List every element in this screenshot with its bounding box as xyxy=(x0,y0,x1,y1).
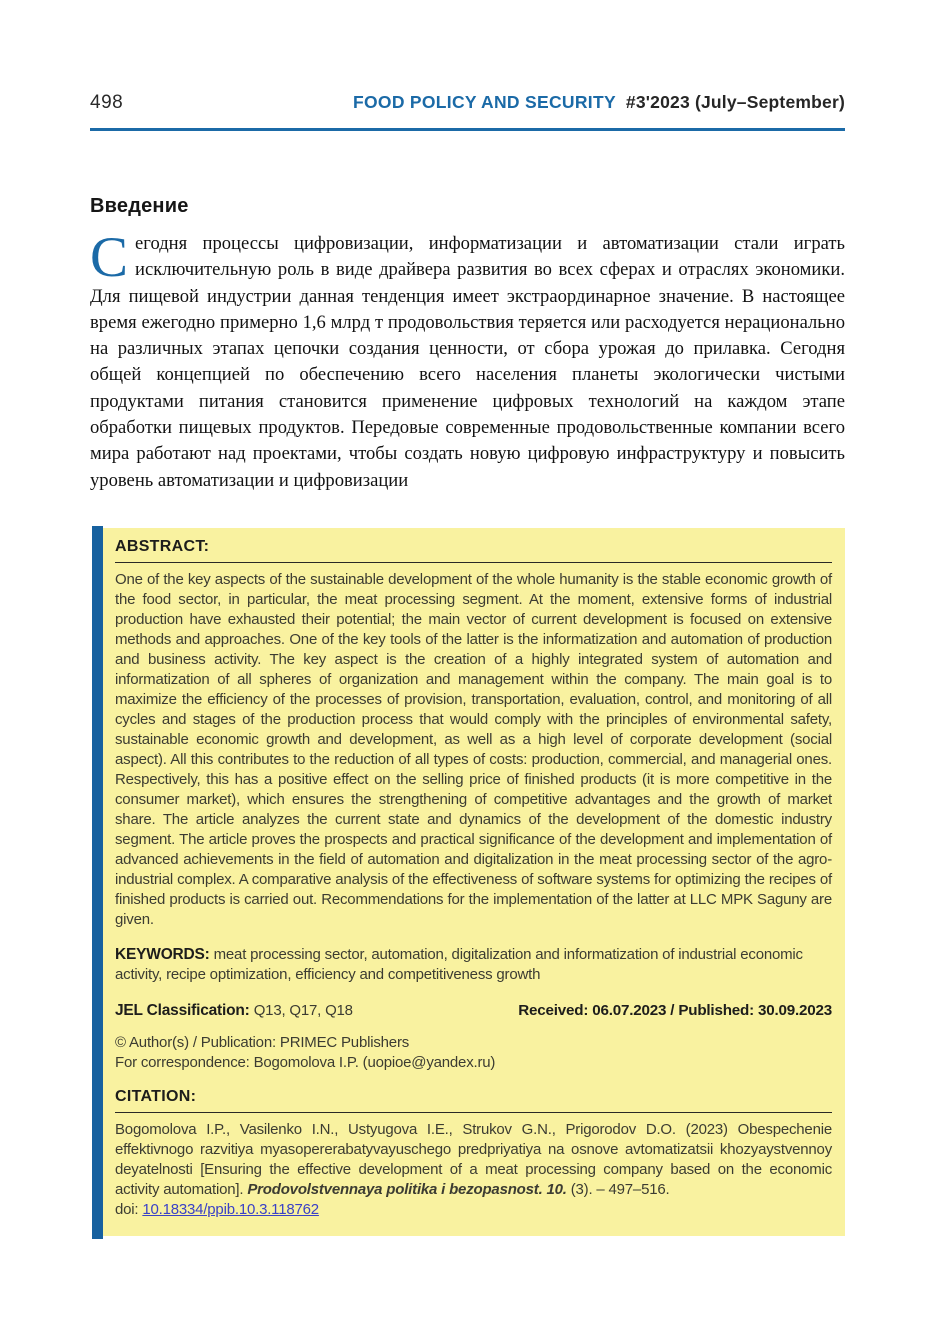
citation-pages: (3). – 497–516. xyxy=(566,1181,670,1198)
intro-paragraph xyxy=(90,226,845,494)
citation-journal-name: Prodovolstvennaya politika i bezopasnost. 10. xyxy=(247,1181,567,1198)
section-heading-introduction: Введение xyxy=(90,195,189,217)
jel-row xyxy=(115,1002,832,1020)
correspondence-line: For correspondence: Bogomolova I.P. (uopioe@yandex.ru) xyxy=(115,1054,496,1071)
received-published: Received: 06.07.2023 / Published: 30.09.2023 xyxy=(518,1002,832,1019)
running-head xyxy=(90,92,845,114)
citation-label: CITATION: xyxy=(115,1088,832,1113)
abstract-box xyxy=(92,528,845,1236)
keywords-text: meat processing sector, automation, digitalization and informatization of industrial economic activity, recipe optimization, efficiency and competitiveness growth xyxy=(115,946,803,983)
doi-link[interactable]: 10.18334/ppib.10.3.118762 xyxy=(142,1201,319,1218)
publication-lines xyxy=(115,1033,832,1073)
journal-title: FOOD POLICY AND SECURITY xyxy=(353,92,616,112)
abstract-label: ABSTRACT: xyxy=(115,538,832,563)
citation-section xyxy=(115,1088,832,1220)
citation-authors-title: Bogomolova I.P., Vasilenko I.N., Ustyugova I.E., Strukov G.N., Prigorodov D.O. (2023) Obespechenie effektivnogo razvitiya myasopererabatyvayuschego predpriyatiya na osnove avtomatizatsii khozyaystvennoy deyatelnosti [Ensuring the effective development of a meat processing company based on the economic activity automation]. xyxy=(115,1121,832,1198)
doi-label: doi: xyxy=(115,1201,143,1218)
jel-label: JEL Classification: xyxy=(115,1002,254,1019)
jel-values: Q13, Q17, Q18 xyxy=(253,1002,353,1019)
header-rule xyxy=(90,128,845,131)
keywords-paragraph xyxy=(115,945,832,985)
citation-text xyxy=(115,1120,832,1220)
page-number: 498 xyxy=(90,92,124,113)
issue-info: #3'2023 (July–September) xyxy=(625,92,845,112)
running-head-right xyxy=(353,92,845,113)
intro-paragraph-text: егодня процессы цифровизации, информатизации и автоматизации стали играть исключительную роль в виде драйвера развития во всех сферах и отраслях экономики. Для пищевой индустрии данная тенденция имеет экстраординарное значение. В настоящее время ежегодно примерно 1,6 млрд т продовольствия теряется или расходуется нерационально на различных этапах цепочки создания ценности, от сбора урожая до прилавка. Сегодня общей концепцией по обеспечению всего населения планеты экологически чистыми продуктами питания становится применение цифровых технологий на каждом этапе обработки пищевых продуктов. Передовые современные продовольственные компании всего мира работают над проектами, чтобы создать новую цифровую инфраструктуру и повысить уровень автоматизации и цифровизации xyxy=(90,233,845,491)
keywords-label: KEYWORDS: xyxy=(115,946,210,963)
abstract-text: One of the key aspects of the sustainable development of the whole humanity is the stable economic growth of the food sector, in particular, the meat processing segment. At the moment, extensive forms of industrial production have exhausted their potential; the main vector of current development is focused on extensive methods and approaches. One of the key tools of the latter is the informatization and automation of production and business activity. The key aspect is the creation of a highly integrated system of automation and informatization of all spheres of organization and management within the company. The main goal is to maximize the efficiency of the processes of provision, transportation, evaluation, control, and monitoring of all cycles and stages of the production process that would comply with the principles of environmental safety, sustainable economic growth and development, as well as a high level of corporate development (social aspect). All this contributes to the reduction of all types of costs: production, commercial, and managerial ones. Respectively, this has a positive effect on the selling price of finished products (it is more competitive in the consumer market), which ensures the strengthening of competitive advantages and the growth of market share. The article analyzes the current state and dynamics of the development of the domestic industry segment. The article proves the prospects and practical significance of the development and implementation of advanced achievements in the field of automation and digitalization in the meat processing sector of the agro-industrial complex. A comparative analysis of the effectiveness of software systems for optimizing the recipes of finished products is carried out. Recommendations for the implementation of the latter at LLC MPK Saguny are given. xyxy=(115,571,832,928)
drop-cap: С xyxy=(90,226,129,289)
abstract-box-body xyxy=(103,528,845,1236)
abstract-box-accent-bar xyxy=(92,526,103,1239)
copyright-line: © Author(s) / Publication: PRIMEC Publishers xyxy=(115,1034,410,1051)
jel-classification xyxy=(115,1002,353,1020)
